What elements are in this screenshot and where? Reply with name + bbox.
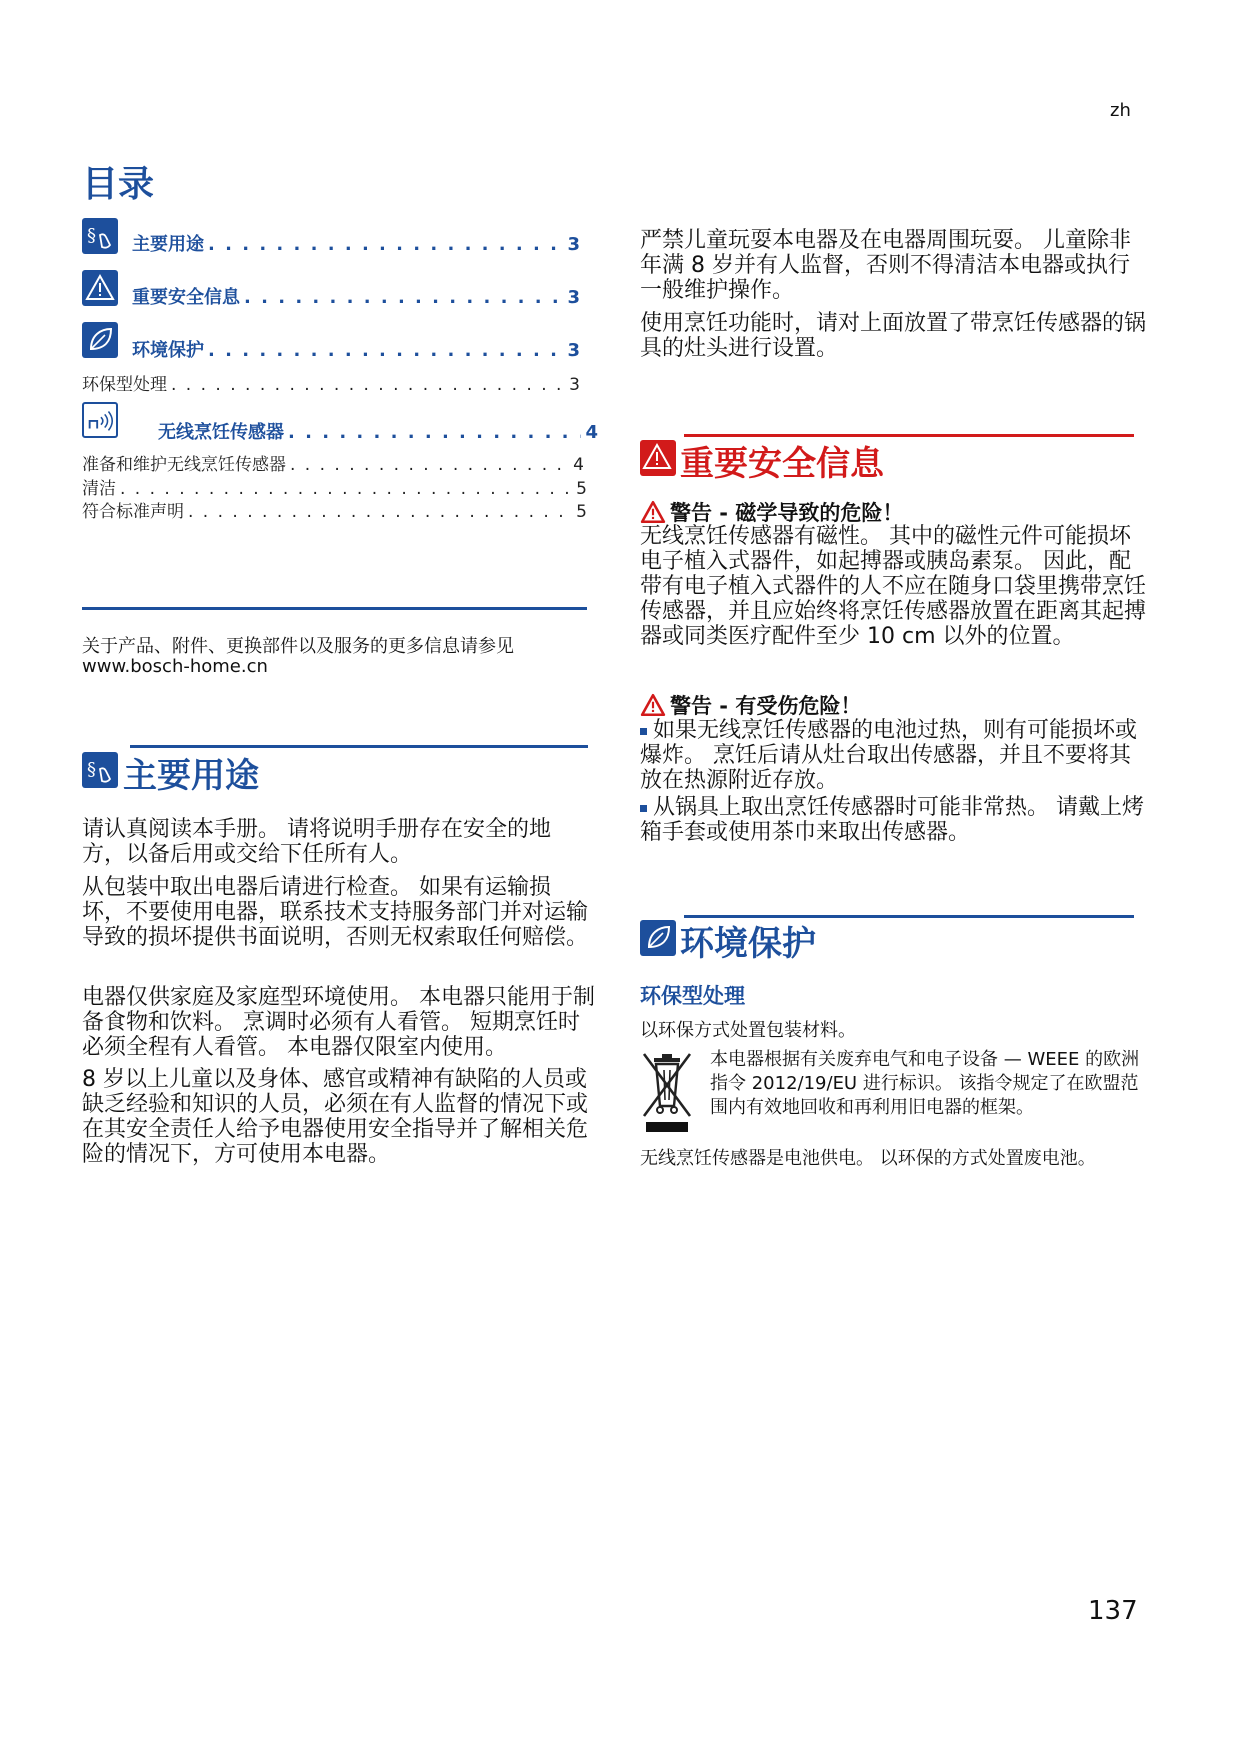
weee-bin-icon — [640, 1050, 694, 1134]
warning-triangle-icon — [640, 693, 666, 717]
toc-entry-intended-use[interactable] — [132, 230, 580, 256]
toc-entry-page: 5 — [576, 479, 587, 499]
paragraph: 无线烹饪传感器有磁性。 其中的磁性元件可能损坏电子植入式器件，如起搏器或胰岛素泵。 因此，配带有电子植入式器件的人不应在随身口袋里携带烹饪传感器，并且应始终将烹饪传感器放置在距离其起搏器或同类医疗配件至少 10 cm 以外的位置。 — [640, 524, 1147, 649]
warning-heading-text: 警告 - 有受伤危险！ — [670, 694, 862, 718]
toc-entry-safety[interactable] — [132, 283, 580, 309]
toc-entry-page: 4 — [573, 455, 584, 475]
paragraph: 使用烹饪功能时，请对上面放置了带烹饪传感器的锅具的灶头进行设置。 — [640, 311, 1147, 361]
page-number: 137 — [1088, 1596, 1138, 1626]
leaf-icon — [82, 322, 118, 358]
paragraph: 从包装中取出电器后请进行检查。 如果有运输损坏，不要使用电器，联系技术支持服务部门并对运输导致的损坏提供书面说明，否则无权索取任何赔偿。 — [82, 875, 589, 950]
leaf-icon — [640, 920, 676, 956]
section-title-environment: 环境保护 — [680, 924, 816, 964]
list-item — [640, 718, 1150, 793]
warning-triangle-icon — [640, 440, 676, 476]
language-code: zh — [1110, 100, 1131, 121]
toc-entry-page: 3 — [567, 234, 580, 255]
svg-text:§: § — [87, 225, 96, 246]
toc-entry-cleaning[interactable] — [82, 474, 587, 499]
wireless-sensor-icon — [82, 402, 118, 438]
section-title-safety: 重要安全信息 — [680, 444, 884, 484]
toc-entry-label: 准备和维护无线烹饪传感器 — [82, 455, 286, 475]
warning-triangle-icon — [640, 500, 666, 524]
weee-text: 本电器根据有关废弃电气和电子设备 — WEEE 的欧洲指令 2012/19/EU 进行标识。 该指令规定了在欧盟范围内有效地回收和再利用旧电器的框架。 — [710, 1049, 1140, 1118]
section-paragraph-icon — [82, 218, 118, 254]
toc-entry-label: 主要用途 — [132, 234, 204, 255]
toc-entry-environment[interactable] — [132, 336, 580, 362]
svg-text:§: § — [87, 759, 96, 780]
toc-entry-label: 清洁 — [82, 479, 116, 499]
bullet-marker — [640, 728, 647, 735]
bullet-marker — [640, 805, 647, 812]
paragraph: 以环保方式处置包装材料。 — [640, 1020, 856, 1041]
toc-entry-page: 4 — [585, 422, 598, 443]
paragraph: 请认真阅读本手册。 请将说明手册存在安全的地方，以备后用或交给下任所有人。 — [82, 817, 551, 867]
list-item — [640, 795, 1150, 845]
section-title-intended-use: 主要用途 — [123, 756, 259, 796]
warning-heading — [640, 497, 903, 527]
toc-title: 目录 — [82, 164, 155, 205]
toc-entry-label: 无线烹饪传感器 — [158, 422, 284, 443]
info-text: 关于产品、附件、更换部件以及服务的更多信息请参见 — [82, 636, 514, 657]
toc-entry-eco-disposal[interactable] — [82, 370, 580, 395]
list-item-text: 从锅具上取出烹饪传感器时可能非常热。 请戴上烤箱手套或使用茶巾来取出传感器。 — [640, 795, 1144, 845]
warning-triangle-icon — [82, 270, 118, 306]
list-item-text: 如果无线烹饪传感器的电池过热，则有可能损坏或爆炸。 烹饪后请从灶台取出传感器，并且不要将其放在热源附近存放。 — [640, 718, 1138, 793]
toc-entry-conformity[interactable] — [82, 497, 587, 522]
warning-heading-text: 警告 - 磁学导致的危险！ — [670, 501, 904, 525]
toc-entry-label: 环保型处理 — [82, 375, 167, 395]
toc-entry-label: 重要安全信息 — [132, 287, 240, 308]
toc-entry-label: 符合标准声明 — [82, 502, 184, 522]
paragraph: 严禁儿童玩耍本电器及在电器周围玩耍。 儿童除非年满 8 岁并有人监督，否则不得清洁本电器或执行一般维护操作。 — [640, 228, 1131, 303]
toc-entry-label: 环境保护 — [132, 340, 204, 361]
toc-entry-wireless-sensor[interactable] — [158, 418, 598, 444]
paragraph: 8 岁以上儿童以及身体、感官或精神有缺陷的人员或缺乏经验和知识的人员，必须在有人监督的情况下或在其安全责任人给予电器使用安全指导并了解相关危险的情况下，方可使用本电器。 — [82, 1067, 589, 1167]
website-link[interactable]: www.bosch-home.cn — [82, 656, 268, 677]
toc-entry-page: 3 — [567, 287, 580, 308]
paragraph: 无线烹饪传感器是电池供电。 以环保的方式处置废电池。 — [640, 1148, 1096, 1169]
toc-entry-page: 3 — [569, 375, 580, 395]
toc-entry-page: 3 — [567, 340, 580, 361]
warning-heading — [640, 690, 861, 720]
subsection-title: 环保型处理 — [640, 984, 745, 1008]
paragraph: 电器仅供家庭及家庭型环境使用。 本电器只能用于制备食物和饮料。 烹调时必须有人看管。 短期烹饪时必须全程有人看管。 本电器仅限室内使用。 — [82, 985, 595, 1060]
section-paragraph-icon — [82, 752, 118, 788]
divider — [82, 607, 587, 610]
toc-entry-prepare-sensor[interactable] — [82, 450, 584, 475]
toc-entry-page: 5 — [576, 502, 587, 522]
